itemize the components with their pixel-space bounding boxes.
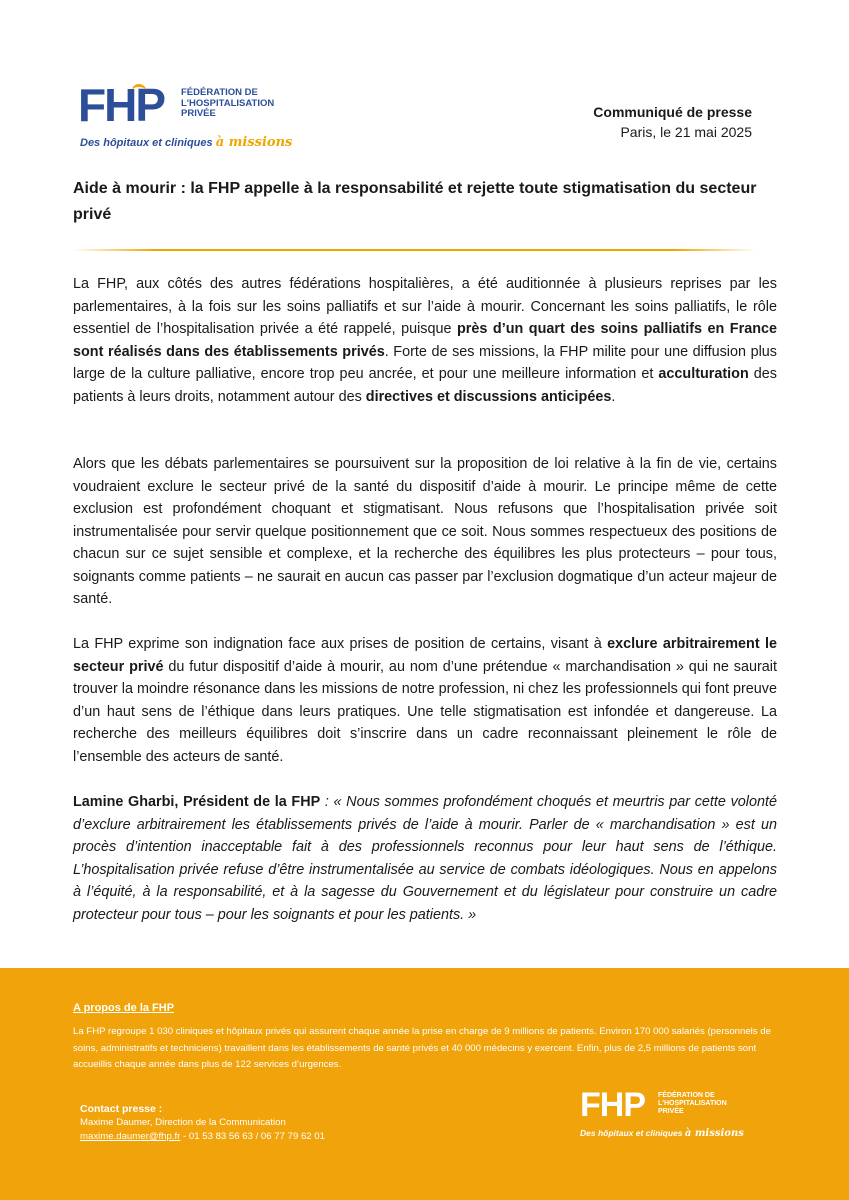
p1-bold-acculturation: acculturation — [658, 366, 749, 382]
footer-logo-tagline-prefix: Des hôpitaux et cliniques — [580, 1128, 683, 1138]
press-label: Communiqué de presse — [593, 104, 752, 120]
about-heading: A propos de la FHP — [73, 1002, 175, 1014]
about-text: La FHP regroupe 1 030 cliniques et hôpitaux privés qui assurent chaque année la prise en charge de 9 millions de patients. Environ 170 000 salariés (personnels de soins, administratifs et techniciens) travaillent dans les établissements de santé privés et 40 000 médecins y exercent. Enfin, plus de 2,5 millions de patients sont accueillis chaque année dans plus de 122 services d’urgences. — [73, 1026, 771, 1070]
footer-logo-tagline — [580, 1128, 744, 1139]
footer-logo-mark: FHP — [580, 1086, 645, 1124]
contact-phones: - 01 53 83 56 63 / 06 77 79 62 01 — [180, 1131, 325, 1142]
paragraph-2: Alors que les débats parlementaires se poursuivent sur la proposition de loi relative à la fin de vie, certains voudraient exclure le secteur privé de la santé du dispositif d’aide à mourir. Le principe même de cette exclusion est profondément choquant et stigmatisant. Nous refusons que l’hospitalisation privée soit instrumentalisée pour servir quelque positionnement que ce soit. Nous sommes respectueux des positions de chacun sur ce sujet sensible et complexe, et la recherche des équilibres les plus protecteurs – pour tous, soignants comme patients – ne saurait en aucun cas passer par l’exclusion dogmatique d’un acteur majeur de santé. — [73, 456, 777, 607]
p1-text-a: La FHP, aux côtés des autres fédérations hospitalières, a été auditionnée à plusieurs reprises par les parlementaires, à la fois sur les soins palliatifs et sur l’aide à mourir. Concernant les soins palliatifs, le rôle essentiel de l’hospitalisation privée a été rappelé, puisque — [73, 276, 777, 337]
quote-speaker: Lamine Gharbi, Président de la FHP — [73, 794, 321, 810]
p3-text-c: du futur dispositif d’aide à mourir, au nom d’une prétendue « marchandisation » qui ne saurait trouver la moindre résonance dans les missions de notre profession, ni chez les professionnels qui font preuve d’un haut sens de l’éthique dans leurs pratiques. Une telle stigmatisation est infondée et dangereuse. La recherche des meilleurs équilibres doit s’inscrire dans un cadre reconnaissant pleinement le rôle de l’ensemble des acteurs de santé. — [73, 658, 778, 765]
paragraph-4-quote — [73, 791, 777, 926]
title-divider — [73, 249, 756, 251]
p3-text-a: La FHP exprime son indignation face aux prises de position de certains, visant à — [73, 636, 608, 652]
footer-logo — [580, 1086, 744, 1148]
p1-text-e: . — [611, 388, 616, 405]
logo-tagline-prefix: Des hôpitaux et cliniques — [80, 137, 213, 149]
contact-name: Maxime Daumer, Direction de la Communication — [80, 1117, 286, 1128]
quote-text: : « Nous sommes profondément choqués et meurtris par cette volonté d’exclure arbitrairement les établissements privés de l’aide à mourir. Parler de « marchandisation » est un procès d’intention inacceptable fait à des professionnels reconnus pour leur haut sens de l’éthique. L’hospitalisation privée refuse d’être instrumentalisée au service de combats idéologiques. Nous en appelons à l’équité, à la responsabilité, et à la sagesse du Gouvernement et du législateur pour construire un cadre protecteur pour tous – pour les soignants et pour les patients. » — [73, 794, 777, 923]
p1-text-d: des patients à leurs droits, notamment autour des — [73, 366, 778, 405]
fhp-logo — [78, 79, 293, 152]
logo-accent-icon — [132, 84, 146, 97]
contact-line — [80, 1131, 325, 1142]
logo-tagline — [80, 135, 292, 150]
place-date: Paris, le 21 mai 2025 — [620, 124, 752, 140]
logo-federation-text: FÉDÉRATION DE L'HOSPITALISATION PRIVÉE — [181, 87, 275, 119]
p1-bold-directives: directives et discussions anticipées — [365, 388, 612, 405]
p1-text-c: . Forte de ses missions, la FHP milite pour une diffusion plus large de la culture palliative, encore trop peu ancrée, et pour une meilleure information et — [73, 343, 777, 382]
footer — [0, 968, 849, 1200]
paragraph-1 — [73, 273, 777, 408]
contact-heading: Contact presse : — [80, 1103, 163, 1115]
logo-mark: FHP — [78, 79, 164, 131]
press-header — [593, 102, 752, 142]
p3-bold-exclure: exclure arbitrairement le secteur privé — [73, 636, 778, 675]
footer-logo-tagline-accent: à missions — [684, 1128, 744, 1139]
contact-email-link[interactable]: maxime.daumer@fhp.fr — [80, 1131, 181, 1142]
logo-tagline-accent: à missions — [215, 135, 293, 150]
p1-bold-palliatifs: près d’un quart des soins palliatifs en France sont réalisés dans des établissements privés — [73, 321, 777, 360]
paragraph-3 — [73, 633, 777, 768]
footer-logo-federation: FÉDÉRATION DE L'HOSPITALISATION PRIVÉE — [658, 1092, 727, 1115]
page-title: Aide à mourir : la FHP appelle à la responsabilité et rejette toute stigmatisation du secteur privé — [73, 180, 757, 223]
